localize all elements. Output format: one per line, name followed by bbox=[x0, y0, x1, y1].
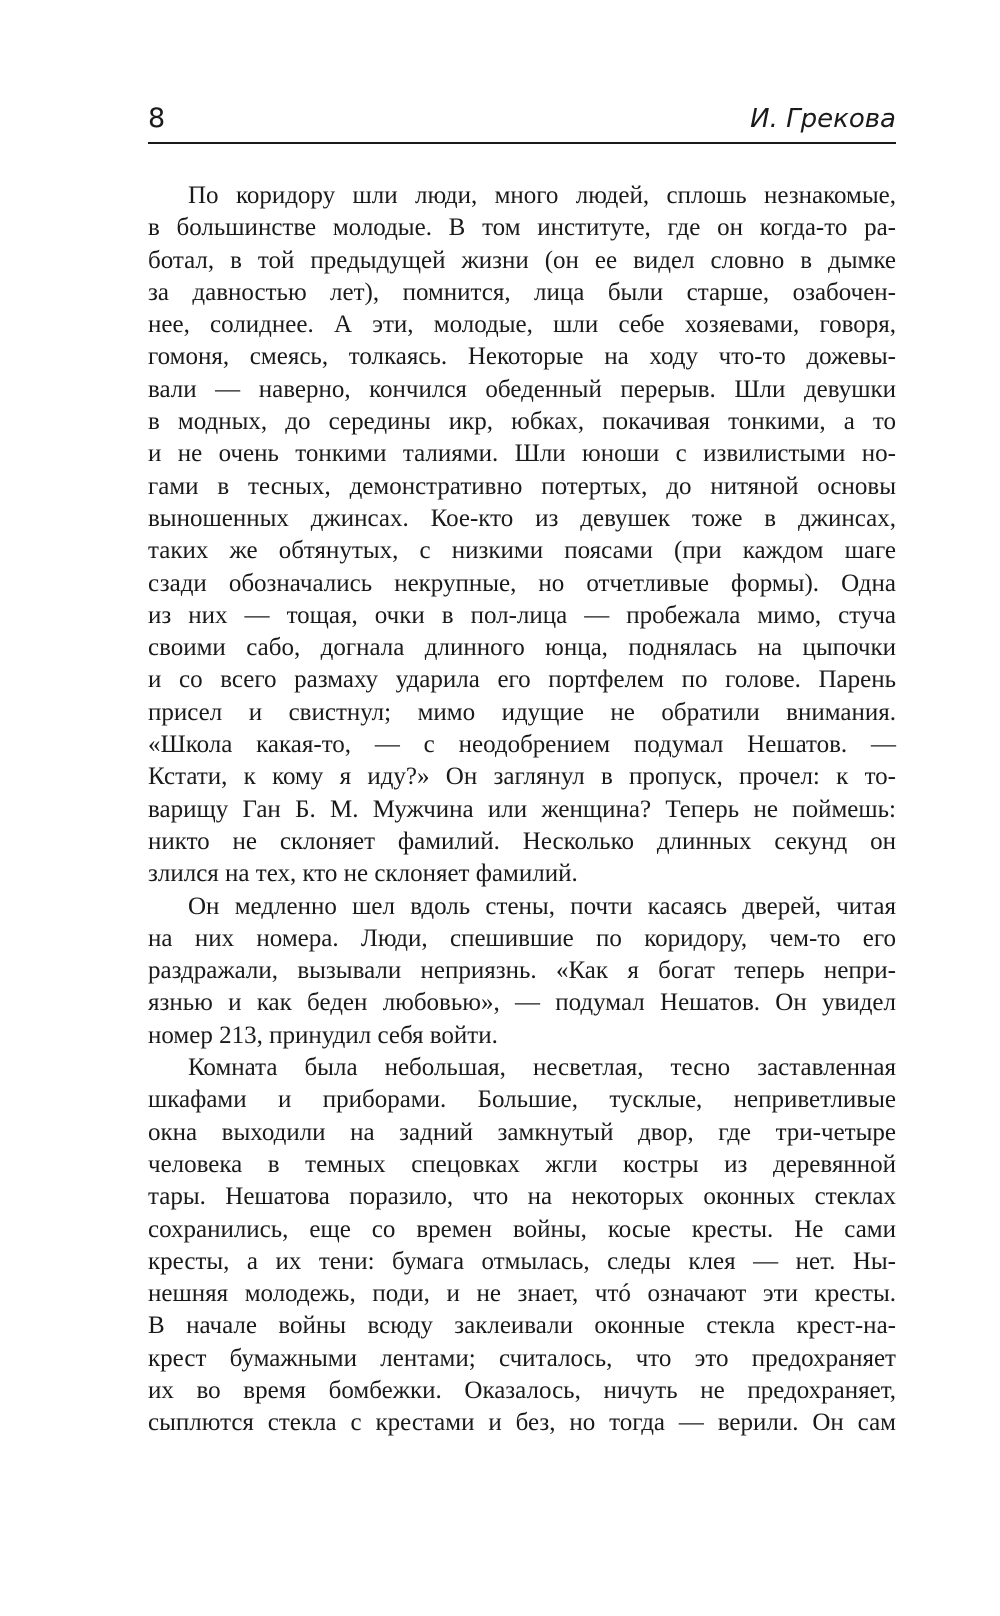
text-line: и не очень тонкими талиями. Шли юноши с извилистыми но- bbox=[148, 440, 896, 468]
running-title: И. Грекова bbox=[750, 104, 896, 134]
text-line: шкафами и приборами. Большие, тусклые, неприветливые bbox=[148, 1086, 896, 1114]
text-line: Он медленно шел вдоль стены, почти касаясь дверей, читая bbox=[188, 892, 896, 920]
text-line: за давностью лет), помнится, лица были старше, озабочен- bbox=[148, 278, 896, 306]
text-line: ботал, в той предыдущей жизни (он ее видел словно в дымке bbox=[148, 246, 896, 274]
text-line: окна выходили на задний замкнутый двор, где три-четыре bbox=[148, 1118, 896, 1146]
text-line: и со всего размаху ударила его портфелем по голове. Парень bbox=[148, 666, 896, 694]
text-line: их во время бомбежки. Оказалось, ничуть не предохраняет, bbox=[148, 1376, 896, 1404]
text-line: раздражали, вызывали неприязнь. «Как я богат теперь непри- bbox=[148, 957, 896, 985]
text-line: человека в темных спецовках жгли костры из деревянной bbox=[148, 1150, 896, 1178]
text-line: никто не склоняет фамилий. Несколько длинных секунд он bbox=[148, 827, 896, 855]
text-line: своими сабо, догнала длинного юнца, поднялась на цыпочки bbox=[148, 634, 896, 662]
text-line: выношенных джинсах. Кое-кто из девушек тоже в джинсах, bbox=[148, 504, 896, 532]
paragraph bbox=[148, 1052, 896, 1440]
text-line: в большинстве молодые. В том институте, где он когда-то ра- bbox=[148, 214, 896, 242]
text-line: В начале войны всюду заклеивали оконные стекла крест-на- bbox=[148, 1312, 896, 1340]
paragraph bbox=[148, 891, 896, 1052]
text-line: сохранились, еще со времен войны, косые кресты. Не сами bbox=[148, 1215, 896, 1243]
page-number: 8 bbox=[148, 103, 166, 134]
text-line: крест бумажными лентами; считалось, что это предохраняет bbox=[148, 1344, 896, 1372]
text-line: тары. Нешатова поразило, что на некоторых оконных стеклах bbox=[148, 1183, 896, 1211]
text-line: сзади обозначались некрупные, но отчетливые формы). Одна bbox=[148, 569, 896, 597]
paragraph bbox=[148, 180, 896, 891]
text-line: из них — тощая, очки в пол-лица — пробежала мимо, стуча bbox=[148, 601, 896, 629]
text-line: язнью и как беден любовью», — подумал Нешатов. Он увидел bbox=[148, 989, 896, 1017]
text-line: кресты, а их тени: бумага отмылась, следы клея — нет. Ны- bbox=[148, 1247, 896, 1275]
text-line: вали — наверно, кончился обеденный перерыв. Шли девушки bbox=[148, 375, 896, 403]
text-line: присел и свистнул; мимо идущие не обратили внимания. bbox=[148, 698, 896, 726]
text-line: таких же обтянутых, с низкими поясами (при каждом шаге bbox=[148, 537, 896, 565]
text-line: варищу Ган Б. М. Мужчина или женщина? Теперь не поймешь: bbox=[148, 795, 896, 823]
text-line: в модных, до середины икр, юбках, покачивая тонкими, а то bbox=[148, 408, 896, 436]
text-line: сыплются стекла с крестами и без, но тогда — верили. Он сам bbox=[148, 1409, 896, 1437]
text-line: «Школа какая-то, — с неодобрением подумал Нешатов. — bbox=[148, 731, 896, 759]
text-line: нешняя молодежь, поди, и не знает, чтó означают эти кресты. bbox=[148, 1280, 896, 1308]
text-line: нее, солиднее. А эти, молодые, шли себе хозяевами, говоря, bbox=[148, 311, 896, 339]
text-line: Кстати, к кому я иду?» Он заглянул в пропуск, прочел: к то- bbox=[148, 763, 896, 791]
body-text bbox=[148, 180, 896, 1440]
text-line: Комната была небольшая, несветлая, тесно заставленная bbox=[188, 1054, 896, 1082]
text-line: По коридору шли люди, много людей, сплошь незнакомые, bbox=[188, 182, 896, 209]
text-line: номер 213, принудил себя войти. bbox=[148, 1021, 498, 1049]
text-line: гомоня, смеясь, толкаясь. Некоторые на ходу что-то дожевы- bbox=[148, 343, 896, 371]
text-line: на них номера. Люди, спешившие по коридору, чем-то его bbox=[148, 924, 896, 952]
running-header bbox=[148, 98, 896, 144]
text-line: гами в тесных, демонстративно потертых, до нитяной основы bbox=[148, 472, 896, 500]
text-line: злился на тех, кто не склоняет фамилий. bbox=[148, 860, 578, 888]
